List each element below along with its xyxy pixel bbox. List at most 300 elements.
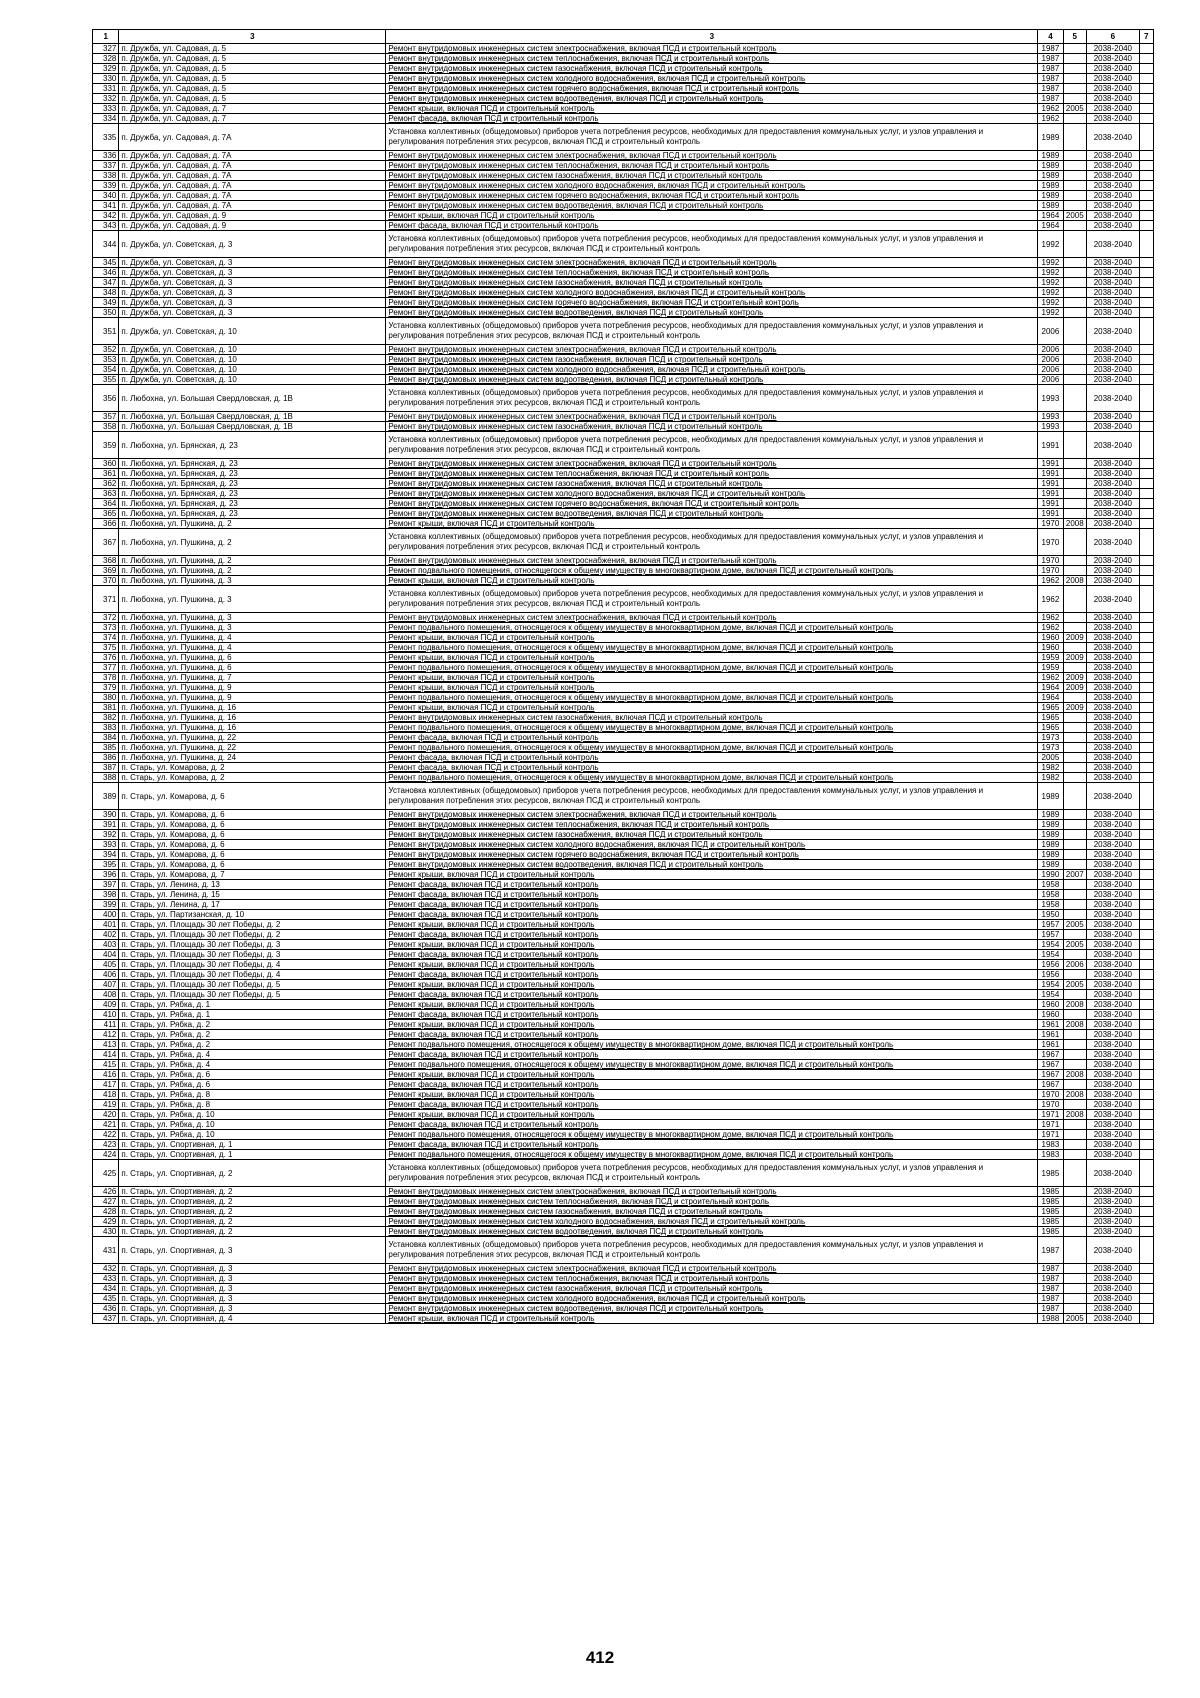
work-type: Ремонт подвального помещения, относящегося к общему имуществу в многоквартирном доме, включая ПСД и строительный контроль [386,1150,1038,1160]
address: п. Дружба, ул. Советская, д. 3 [119,308,386,318]
row-number: 330 [93,74,119,84]
last-repair-year: 2009 [1063,703,1086,713]
empty-cell [1139,1000,1153,1010]
build-year: 1989 [1038,191,1063,201]
address: п. Старь, ул. Площадь 30 лет Победы, д. 3 [119,950,386,960]
table-row [93,64,1154,74]
work-type: Ремонт фасада, включая ПСД и строительный контроль [386,733,1038,743]
empty-cell [1139,459,1153,469]
work-type: Ремонт внутридомовых инженерных систем электроснабжения, включая ПСД и строительный контроль [386,258,1038,268]
planned-period: 2038-2040 [1086,1060,1139,1070]
empty-cell [1139,1010,1153,1020]
table-row [93,1080,1154,1090]
table-row [93,181,1154,191]
empty-cell [1139,1060,1153,1070]
last-repair-year [1063,743,1086,753]
empty-cell [1139,566,1153,576]
last-repair-year [1063,930,1086,940]
table-row [93,318,1154,345]
last-repair-year [1063,753,1086,763]
planned-period: 2038-2040 [1086,1197,1139,1207]
planned-period: 2038-2040 [1086,1110,1139,1120]
empty-cell [1139,1264,1153,1274]
work-type: Ремонт внутридомовых инженерных систем газоснабжения, включая ПСД и строительный контроль [386,1284,1038,1294]
work-type: Ремонт внутридомовых инженерных систем холодного водоснабжения, включая ПСД и строительный контроль [386,489,1038,499]
column-header: 7 [1139,30,1153,44]
planned-period: 2038-2040 [1086,880,1139,890]
planned-period: 2038-2040 [1086,733,1139,743]
planned-period: 2038-2040 [1086,64,1139,74]
empty-cell [1139,345,1153,355]
table-row [93,231,1154,258]
work-type: Ремонт крыши, включая ПСД и строительный контроль [386,703,1038,713]
build-year: 1956 [1038,960,1063,970]
last-repair-year [1063,288,1086,298]
work-type: Ремонт подвального помещения, относящегося к общему имуществу в многоквартирном доме, включая ПСД и строительный контроль [386,743,1038,753]
row-number: 377 [93,663,119,673]
work-type: Ремонт внутридомовых инженерных систем водоотведения, включая ПСД и строительный контроль [386,509,1038,519]
row-number: 404 [93,950,119,960]
work-type: Установка коллективных (общедомовых) приборов учета потребления ресурсов, необходимых для предоставления коммунальных услуг, и узлов управления и регулирования потребления этих ресурсов, включая ПСД и строительный контроль [386,231,1038,258]
row-number: 356 [93,385,119,412]
row-number: 423 [93,1140,119,1150]
empty-cell [1139,64,1153,74]
last-repair-year [1063,124,1086,151]
address: п. Старь, ул. Комарова, д. 2 [119,763,386,773]
planned-period: 2038-2040 [1086,1090,1139,1100]
row-number: 388 [93,773,119,783]
row-number: 394 [93,850,119,860]
empty-cell [1139,1284,1153,1294]
address: п. Любохна, ул. Пушкина, д. 2 [119,519,386,529]
table-row [93,643,1154,653]
table-row [93,1227,1154,1237]
planned-period: 2038-2040 [1086,151,1139,161]
work-type: Ремонт фасада, включая ПСД и строительный контроль [386,1030,1038,1040]
work-type: Ремонт внутридомовых инженерных систем электроснабжения, включая ПСД и строительный контроль [386,459,1038,469]
address: п. Любохна, ул. Пушкина, д. 4 [119,633,386,643]
work-type: Установка коллективных (общедомовых) приборов учета потребления ресурсов, необходимых для предоставления коммунальных услуг, и узлов управления и регулирования потребления этих ресурсов, включая ПСД и строительный контроль [386,385,1038,412]
last-repair-year [1063,1284,1086,1294]
address: п. Дружба, ул. Советская, д. 3 [119,278,386,288]
last-repair-year [1063,1150,1086,1160]
empty-cell [1139,683,1153,693]
planned-period: 2038-2040 [1086,566,1139,576]
last-repair-year [1063,114,1086,124]
table-row [93,653,1154,663]
empty-cell [1139,586,1153,613]
table-row [93,1000,1154,1010]
planned-period: 2038-2040 [1086,181,1139,191]
work-type: Ремонт крыши, включая ПСД и строительный контроль [386,940,1038,950]
table-row [93,703,1154,713]
empty-cell [1139,713,1153,723]
last-repair-year: 2005 [1063,211,1086,221]
last-repair-year: 2008 [1063,1070,1086,1080]
last-repair-year [1063,1050,1086,1060]
last-repair-year [1063,1100,1086,1110]
address: п. Старь, ул. Рябка, д. 6 [119,1080,386,1090]
address: п. Дружба, ул. Садовая, д. 9 [119,211,386,221]
work-type: Ремонт крыши, включая ПСД и строительный контроль [386,920,1038,930]
empty-cell [1139,412,1153,422]
row-number: 373 [93,623,119,633]
empty-cell [1139,268,1153,278]
planned-period: 2038-2040 [1086,459,1139,469]
build-year: 1989 [1038,830,1063,840]
last-repair-year [1063,422,1086,432]
work-type: Ремонт внутридомовых инженерных систем водоотведения, включая ПСД и строительный контроль [386,375,1038,385]
empty-cell [1139,940,1153,950]
last-repair-year [1063,412,1086,422]
last-repair-year [1063,308,1086,318]
empty-cell [1139,723,1153,733]
table-row [93,840,1154,850]
planned-period: 2038-2040 [1086,308,1139,318]
planned-period: 2038-2040 [1086,221,1139,231]
empty-cell [1139,850,1153,860]
address: п. Старь, ул. Площадь 30 лет Победы, д. 5 [119,990,386,1000]
address: п. Старь, ул. Площадь 30 лет Победы, д. 4 [119,960,386,970]
build-year: 1983 [1038,1150,1063,1160]
last-repair-year [1063,1040,1086,1050]
build-year: 1993 [1038,385,1063,412]
row-number: 371 [93,586,119,613]
address: п. Старь, ул. Спортивная, д. 3 [119,1304,386,1314]
empty-cell [1139,743,1153,753]
empty-cell [1139,74,1153,84]
build-year: 1958 [1038,900,1063,910]
build-year: 1957 [1038,920,1063,930]
empty-cell [1139,1187,1153,1197]
row-number: 363 [93,489,119,499]
planned-period: 2038-2040 [1086,556,1139,566]
row-number: 431 [93,1237,119,1264]
row-number: 405 [93,960,119,970]
last-repair-year [1063,1080,1086,1090]
row-number: 390 [93,810,119,820]
work-type: Установка коллективных (общедомовых) приборов учета потребления ресурсов, необходимых для предоставления коммунальных услуг, и узлов управления и регулирования потребления этих ресурсов, включая ПСД и строительный контроль [386,529,1038,556]
last-repair-year [1063,318,1086,345]
build-year: 1993 [1038,412,1063,422]
work-type: Ремонт крыши, включая ПСД и строительный контроль [386,1090,1038,1100]
address: п. Любохна, ул. Брянская, д. 23 [119,459,386,469]
planned-period: 2038-2040 [1086,278,1139,288]
last-repair-year [1063,773,1086,783]
work-type: Ремонт подвального помещения, относящегося к общему имуществу в многоквартирном доме, включая ПСД и строительный контроль [386,643,1038,653]
work-type: Ремонт фасада, включая ПСД и строительный контроль [386,890,1038,900]
work-type: Ремонт внутридомовых инженерных систем холодного водоснабжения, включая ПСД и строительный контроль [386,840,1038,850]
table-row [93,211,1154,221]
work-type: Ремонт внутридомовых инженерных систем электроснабжения, включая ПСД и строительный контроль [386,810,1038,820]
address: п. Старь, ул. Комарова, д. 6 [119,810,386,820]
row-number: 335 [93,124,119,151]
last-repair-year [1063,509,1086,519]
empty-cell [1139,576,1153,586]
planned-period: 2038-2040 [1086,1070,1139,1080]
planned-period: 2038-2040 [1086,201,1139,211]
planned-period: 2038-2040 [1086,900,1139,910]
last-repair-year [1063,1227,1086,1237]
work-type: Ремонт фасада, включая ПСД и строительный контроль [386,1140,1038,1150]
empty-cell [1139,733,1153,743]
work-type: Ремонт фасада, включая ПСД и строительный контроль [386,930,1038,940]
build-year: 1987 [1038,1294,1063,1304]
table-row [93,713,1154,723]
address: п. Старь, ул. Рябка, д. 1 [119,1000,386,1010]
empty-cell [1139,840,1153,850]
planned-period: 2038-2040 [1086,1020,1139,1030]
empty-cell [1139,1237,1153,1264]
address: п. Старь, ул. Спортивная, д. 2 [119,1187,386,1197]
last-repair-year [1063,566,1086,576]
row-number: 385 [93,743,119,753]
last-repair-year [1063,64,1086,74]
table-row [93,613,1154,623]
planned-period: 2038-2040 [1086,54,1139,64]
build-year: 1962 [1038,613,1063,623]
work-type: Установка коллективных (общедомовых) приборов учета потребления ресурсов, необходимых для предоставления коммунальных услуг, и узлов управления и регулирования потребления этих ресурсов, включая ПСД и строительный контроль [386,586,1038,613]
table-row [93,673,1154,683]
row-number: 345 [93,258,119,268]
row-number: 395 [93,860,119,870]
build-year: 1961 [1038,1020,1063,1030]
build-year: 1959 [1038,663,1063,673]
planned-period: 2038-2040 [1086,1294,1139,1304]
table-row [93,74,1154,84]
address: п. Любохна, ул. Пушкина, д. 16 [119,703,386,713]
planned-period: 2038-2040 [1086,519,1139,529]
build-year: 1989 [1038,201,1063,211]
work-type: Ремонт фасада, включая ПСД и строительный контроль [386,1100,1038,1110]
last-repair-year [1063,375,1086,385]
address: п. Старь, ул. Рябка, д. 1 [119,1010,386,1020]
address: п. Любохна, ул. Пушкина, д. 22 [119,733,386,743]
address: п. Любохна, ул. Большая Свердловская, д. 1В [119,385,386,412]
address: п. Старь, ул. Партизанская, д. 10 [119,910,386,920]
address: п. Старь, ул. Площадь 30 лет Победы, д. 3 [119,940,386,950]
row-number: 365 [93,509,119,519]
work-type: Ремонт внутридомовых инженерных систем горячего водоснабжения, включая ПСД и строительный контроль [386,191,1038,201]
address: п. Старь, ул. Площадь 30 лет Победы, д. 5 [119,980,386,990]
last-repair-year: 2008 [1063,1090,1086,1100]
work-type: Ремонт подвального помещения, относящегося к общему имуществу в многоквартирном доме, включая ПСД и строительный контроль [386,1040,1038,1050]
last-repair-year [1063,499,1086,509]
last-repair-year: 2005 [1063,920,1086,930]
table-row [93,753,1154,763]
last-repair-year [1063,723,1086,733]
work-type: Ремонт фасада, включая ПСД и строительный контроль [386,114,1038,124]
build-year: 1958 [1038,880,1063,890]
table-row [93,459,1154,469]
planned-period: 2038-2040 [1086,1120,1139,1130]
empty-cell [1139,930,1153,940]
last-repair-year [1063,74,1086,84]
row-number: 380 [93,693,119,703]
empty-cell [1139,54,1153,64]
row-number: 383 [93,723,119,733]
repair-schedule-table [92,29,1154,1324]
row-number: 328 [93,54,119,64]
planned-period: 2038-2040 [1086,171,1139,181]
table-row [93,1217,1154,1227]
build-year: 1967 [1038,1050,1063,1060]
table-row [93,890,1154,900]
planned-period: 2038-2040 [1086,890,1139,900]
last-repair-year: 2007 [1063,870,1086,880]
table-row [93,84,1154,94]
empty-cell [1139,1050,1153,1060]
empty-cell [1139,104,1153,114]
row-number: 407 [93,980,119,990]
empty-cell [1139,623,1153,633]
table-row [93,469,1154,479]
address: п. Любохна, ул. Большая Свердловская, д. 1В [119,412,386,422]
build-year: 1989 [1038,171,1063,181]
planned-period: 2038-2040 [1086,613,1139,623]
table-row [93,1030,1154,1040]
planned-period: 2038-2040 [1086,840,1139,850]
row-number: 430 [93,1227,119,1237]
work-type: Ремонт внутридомовых инженерных систем горячего водоснабжения, включая ПСД и строительный контроль [386,850,1038,860]
work-type: Ремонт подвального помещения, относящегося к общему имуществу в многоквартирном доме, включая ПСД и строительный контроль [386,1060,1038,1070]
planned-period: 2038-2040 [1086,1274,1139,1284]
address: п. Старь, ул. Рябка, д. 4 [119,1060,386,1070]
row-number: 414 [93,1050,119,1060]
table-row [93,920,1154,930]
work-type: Установка коллективных (общедомовых) приборов учета потребления ресурсов, необходимых для предоставления коммунальных услуг, и узлов управления и регулирования потребления этих ресурсов, включая ПСД и строительный контроль [386,124,1038,151]
empty-cell [1139,201,1153,211]
table-row [93,870,1154,880]
planned-period: 2038-2040 [1086,375,1139,385]
row-number: 429 [93,1217,119,1227]
planned-period: 2038-2040 [1086,268,1139,278]
work-type: Ремонт внутридомовых инженерных систем горячего водоснабжения, включая ПСД и строительный контроль [386,298,1038,308]
planned-period: 2038-2040 [1086,84,1139,94]
work-type: Ремонт внутридомовых инженерных систем электроснабжения, включая ПСД и строительный контроль [386,1264,1038,1274]
table-row [93,810,1154,820]
table-row [93,94,1154,104]
empty-cell [1139,1130,1153,1140]
last-repair-year [1063,268,1086,278]
address: п. Дружба, ул. Садовая, д. 5 [119,44,386,54]
table-row [93,1294,1154,1304]
planned-period: 2038-2040 [1086,1227,1139,1237]
last-repair-year: 2006 [1063,960,1086,970]
row-number: 389 [93,783,119,810]
last-repair-year [1063,830,1086,840]
work-type: Установка коллективных (общедомовых) приборов учета потребления ресурсов, необходимых для предоставления коммунальных услуг, и узлов управления и регулирования потребления этих ресурсов, включая ПСД и строительный контроль [386,783,1038,810]
work-type: Установка коллективных (общедомовых) приборов учета потребления ресурсов, необходимых для предоставления коммунальных услуг, и узлов управления и регулирования потребления этих ресурсов, включая ПСД и строительный контроль [386,432,1038,459]
table-row [93,1070,1154,1080]
address: п. Старь, ул. Комарова, д. 7 [119,870,386,880]
table-row [93,1040,1154,1050]
build-year: 1993 [1038,422,1063,432]
last-repair-year: 2005 [1063,104,1086,114]
row-number: 408 [93,990,119,1000]
build-year: 1958 [1038,890,1063,900]
row-number: 401 [93,920,119,930]
last-repair-year [1063,663,1086,673]
work-type: Ремонт фасада, включая ПСД и строительный контроль [386,910,1038,920]
row-number: 375 [93,643,119,653]
last-repair-year: 2009 [1063,673,1086,683]
planned-period: 2038-2040 [1086,191,1139,201]
build-year: 1987 [1038,84,1063,94]
column-header: 3 [386,30,1038,44]
address: п. Любохна, ул. Пушкина, д. 4 [119,643,386,653]
last-repair-year: 2008 [1063,1020,1086,1030]
row-number: 366 [93,519,119,529]
last-repair-year [1063,181,1086,191]
last-repair-year [1063,1264,1086,1274]
table-row [93,1304,1154,1314]
row-number: 334 [93,114,119,124]
table-row [93,773,1154,783]
empty-cell [1139,318,1153,345]
row-number: 419 [93,1100,119,1110]
address: п. Старь, ул. Рябка, д. 2 [119,1030,386,1040]
empty-cell [1139,693,1153,703]
row-number: 412 [93,1030,119,1040]
table-row [93,151,1154,161]
table-row [93,499,1154,509]
row-number: 367 [93,529,119,556]
row-number: 381 [93,703,119,713]
work-type: Ремонт внутридомовых инженерных систем электроснабжения, включая ПСД и строительный контроль [386,1187,1038,1197]
table-row [93,432,1154,459]
row-number: 354 [93,365,119,375]
last-repair-year [1063,258,1086,268]
column-header: 4 [1038,30,1063,44]
planned-period: 2038-2040 [1086,990,1139,1000]
address: п. Старь, ул. Рябка, д. 4 [119,1050,386,1060]
planned-period: 2038-2040 [1086,1100,1139,1110]
build-year: 1959 [1038,653,1063,663]
table-row [93,850,1154,860]
empty-cell [1139,1090,1153,1100]
build-year: 1967 [1038,1060,1063,1070]
empty-cell [1139,499,1153,509]
work-type: Ремонт крыши, включая ПСД и строительный контроль [386,673,1038,683]
address: п. Любохна, ул. Пушкина, д. 3 [119,623,386,633]
build-year: 1991 [1038,479,1063,489]
empty-cell [1139,1110,1153,1120]
column-header: 5 [1063,30,1086,44]
empty-cell [1139,860,1153,870]
build-year: 1957 [1038,930,1063,940]
row-number: 342 [93,211,119,221]
work-type: Ремонт фасада, включая ПСД и строительный контроль [386,221,1038,231]
last-repair-year [1063,94,1086,104]
empty-cell [1139,1294,1153,1304]
build-year: 1987 [1038,94,1063,104]
table-row [93,54,1154,64]
row-number: 332 [93,94,119,104]
last-repair-year [1063,693,1086,703]
planned-period: 2038-2040 [1086,713,1139,723]
build-year: 1985 [1038,1187,1063,1197]
work-type: Ремонт подвального помещения, относящегося к общему имуществу в многоквартирном доме, включая ПСД и строительный контроль [386,566,1038,576]
build-year: 1970 [1038,1090,1063,1100]
last-repair-year [1063,459,1086,469]
build-year: 2006 [1038,355,1063,365]
last-repair-year [1063,820,1086,830]
row-number: 425 [93,1160,119,1187]
build-year: 1962 [1038,586,1063,613]
build-year: 1964 [1038,683,1063,693]
last-repair-year [1063,990,1086,1000]
